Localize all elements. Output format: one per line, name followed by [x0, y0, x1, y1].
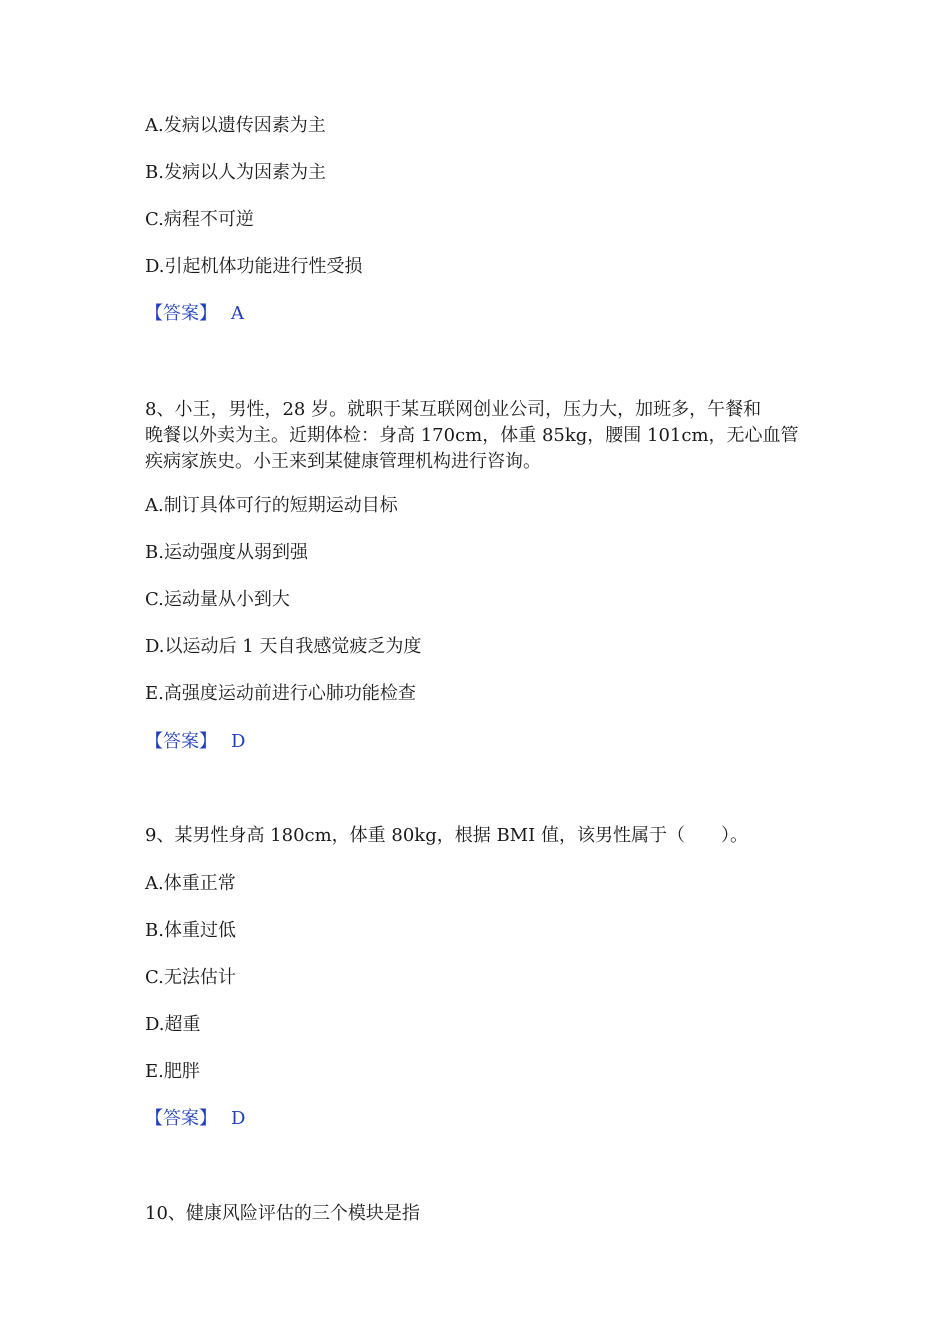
- q10-stem: 10、健康风险评估的三个模块是指: [145, 1203, 420, 1224]
- q8-stem-line: 疾病家族史。小王来到某健康管理机构进行咨询。: [145, 451, 541, 472]
- q7-option-b: B.发病以人为因素为主: [145, 162, 326, 183]
- q9-option-e: E.肥胖: [145, 1061, 200, 1082]
- q8-stem-line: 晚餐以外卖为主。近期体检：身高 170cm，体重 85kg，腰围 101cm，无心血管: [145, 425, 799, 446]
- q8-stem: [145, 397, 805, 475]
- answer-value: D: [231, 731, 246, 752]
- q9-option-b: B.体重过低: [145, 920, 236, 941]
- answer-label: 【答案】: [145, 1108, 217, 1129]
- q9-option-a: A.体重正常: [145, 873, 236, 894]
- q9-stem: 9、某男性身高 180cm，体重 80kg，根据 BMI 值，该男性属于（ ）。: [145, 825, 748, 846]
- q7-option-c: C.病程不可逆: [145, 209, 254, 230]
- q8-option-e: E.高强度运动前进行心肺功能检查: [145, 683, 416, 704]
- q8-answer: [145, 730, 245, 754]
- answer-value: A: [231, 303, 244, 324]
- q7-answer: [145, 302, 244, 326]
- q9-answer: [145, 1107, 245, 1131]
- q9-option-c: C.无法估计: [145, 967, 236, 988]
- answer-label: 【答案】: [145, 731, 217, 752]
- q8-option-c: C.运动量从小到大: [145, 589, 290, 610]
- q8-option-a: A.制订具体可行的短期运动目标: [145, 495, 398, 516]
- answer-value: D: [231, 1108, 246, 1129]
- q7-option-d: D.引起机体功能进行性受损: [145, 256, 363, 277]
- answer-label: 【答案】: [145, 303, 217, 324]
- q8-option-d: D.以运动后 1 天自我感觉疲乏为度: [145, 636, 422, 657]
- q9-option-d: D.超重: [145, 1014, 201, 1035]
- q8-option-b: B.运动强度从弱到强: [145, 542, 308, 563]
- q8-stem-line: 8、小王，男性，28 岁。就职于某互联网创业公司，压力大，加班多，午餐和: [145, 399, 762, 420]
- q7-option-a: A.发病以遗传因素为主: [145, 115, 326, 136]
